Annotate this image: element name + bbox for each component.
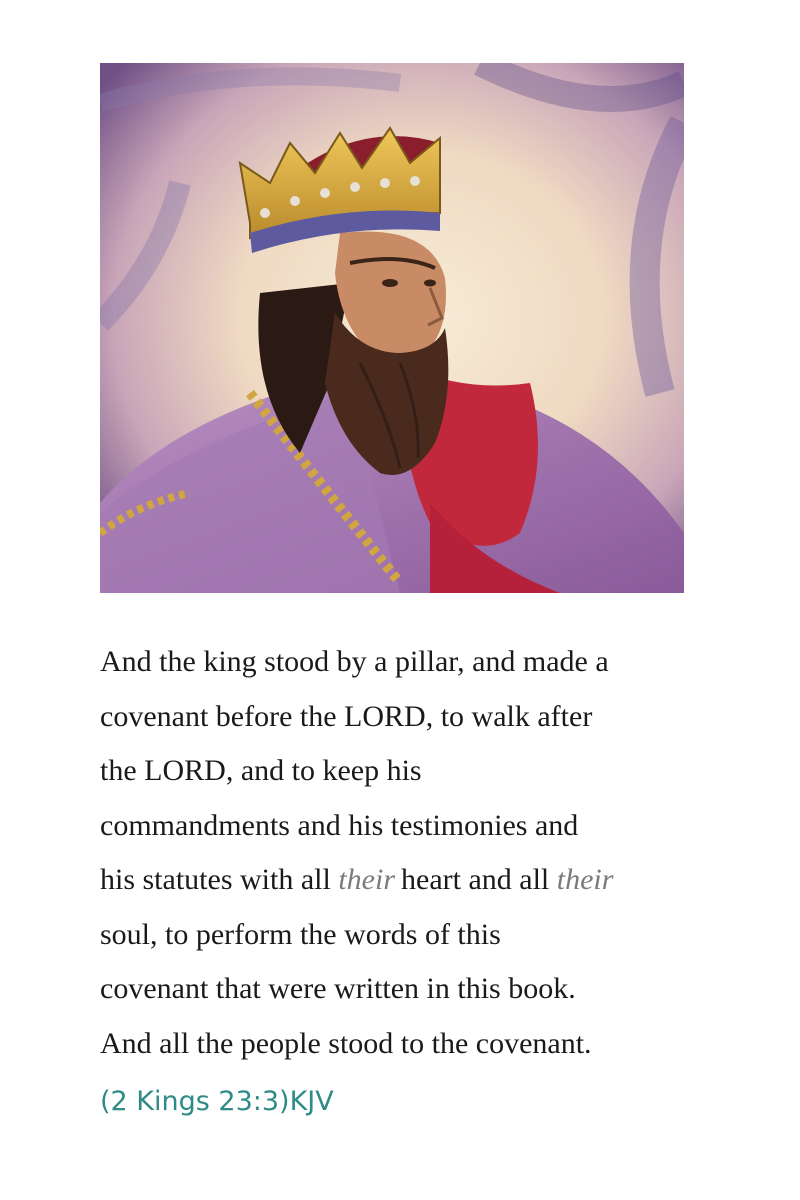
verse-line-3: the LORD, and to keep his <box>100 754 422 787</box>
verse-line-7: covenant that were written in this book. <box>100 972 576 1005</box>
verse-citation: (2 Kings 23:3)KJV <box>100 1086 334 1117</box>
king-portrait-illustration <box>100 63 684 593</box>
verse-line-8: And all the people stood to the covenant. <box>100 1026 592 1060</box>
verse-line-5-start: his statutes with all <box>100 863 339 896</box>
verse-text <box>100 635 740 1071</box>
italic-word-their: their <box>556 863 614 896</box>
verse-line-5 <box>100 853 740 908</box>
verse-line-5-middle: heart and all <box>401 863 557 896</box>
verse-line-4: commandments and his testimonies and <box>100 808 579 842</box>
verse-line-6: soul, to perform the words of this <box>100 917 501 951</box>
verse-line-1: And the king stood by a pillar, and made a <box>100 645 609 678</box>
italic-word-their: their <box>338 863 395 896</box>
verse-line-2: covenant before the LORD, to walk after <box>100 699 593 733</box>
